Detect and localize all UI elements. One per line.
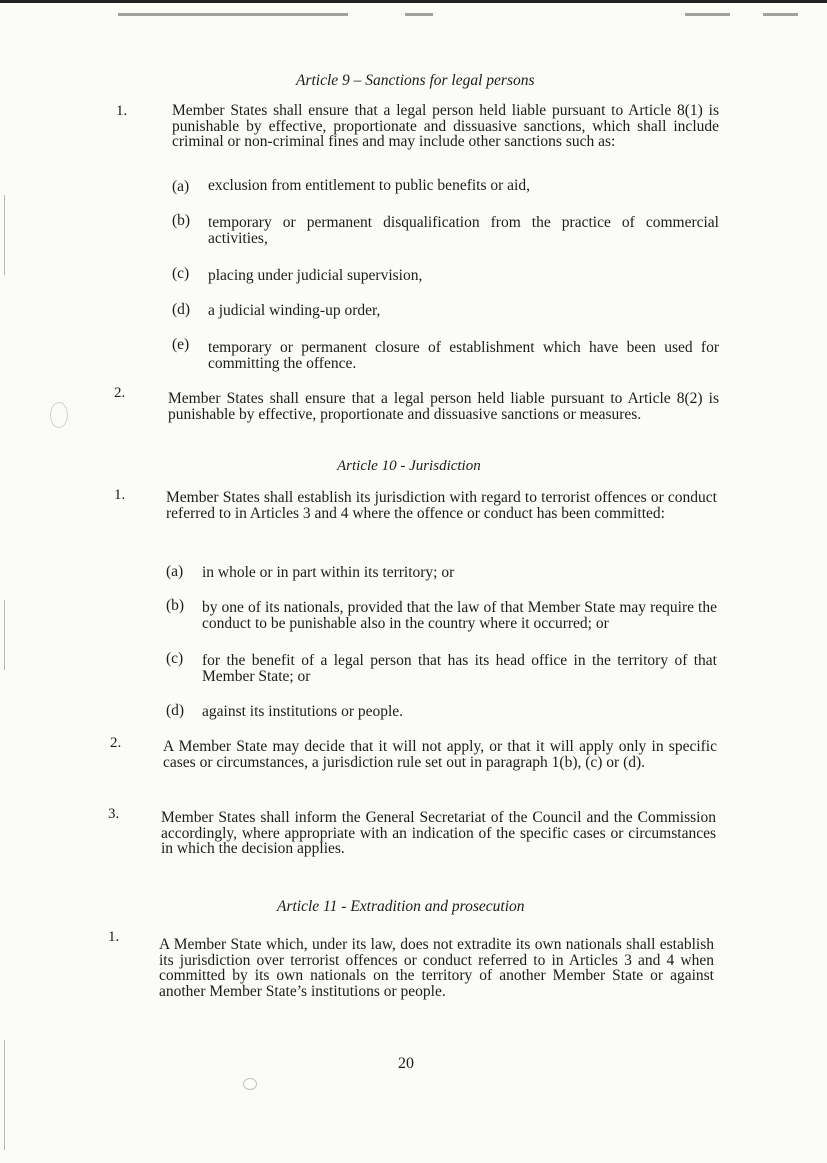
article-10-para-1-number: 1. bbox=[114, 487, 126, 503]
fax-header-noise bbox=[405, 13, 433, 16]
article-11-heading: Article 11 - Extradition and prosecution bbox=[277, 898, 525, 915]
article-10-item-label: (a) bbox=[166, 563, 184, 580]
article-10-item-text: for the benefit of a legal person that has its head office in the territory of that Member State; or bbox=[202, 652, 717, 685]
fax-header-noise bbox=[118, 13, 348, 16]
article-9-item-text: a judicial winding-up order, bbox=[208, 302, 381, 319]
article-10-para-3-text: Member States shall inform the General Secretariat of the Council and the Commission accordingly, where appropriate with an indication of the specific cases or circumstances in which the decision applies. bbox=[161, 809, 716, 857]
scan-margin-mark bbox=[4, 195, 5, 275]
article-10-item-label: (c) bbox=[166, 650, 184, 667]
article-10-item-text: against its institutions or people. bbox=[202, 703, 404, 720]
article-11-para-1-number: 1. bbox=[108, 929, 120, 945]
article-9-item-text: placing under judicial supervision, bbox=[208, 267, 423, 284]
article-10-para-2-number: 2. bbox=[110, 735, 122, 751]
article-11-para-1-text: A Member State which, under its law, does not extradite its own nationals shall establish its jurisdiction over terrorist offences or conduct referred to in Articles 3 and 4 when committed by its own nationals on the territory of another Member State or against another Member State’s institutions or people. bbox=[159, 936, 714, 1000]
article-10-item-text: in whole or in part within its territory; or bbox=[202, 564, 455, 581]
article-9-item-label: (e) bbox=[172, 336, 190, 353]
article-9-item-label: (c) bbox=[172, 265, 190, 282]
scan-smudge bbox=[50, 402, 68, 428]
article-9-item-text: exclusion from entitlement to public benefits or aid, bbox=[208, 177, 530, 194]
article-9-heading: Article 9 – Sanctions for legal persons bbox=[296, 72, 535, 89]
fax-header-strip bbox=[0, 0, 827, 29]
scan-margin-mark bbox=[4, 1040, 5, 1150]
article-9-para-1-text: Member States shall ensure that a legal person held liable pursuant to Article 8(1) is punishable by effective, proportionate and dissuasive sanctions, which shall include criminal or non-criminal fines and may include other sanctions such as: bbox=[172, 102, 719, 150]
article-9-para-2-text: Member States shall ensure that a legal person held liable pursuant to Article 8(2) is punishable by effective, proportionate and dissuasive sanctions or measures. bbox=[168, 390, 719, 423]
article-9-item-label: (d) bbox=[172, 301, 191, 318]
article-9-item-label: (b) bbox=[172, 212, 191, 229]
article-10-item-text: by one of its nationals, provided that the law of that Member State may require the conduct to be punishable also in the country where it occurred; or bbox=[202, 599, 717, 632]
fax-header-noise bbox=[685, 13, 730, 16]
fax-header-noise bbox=[763, 13, 798, 16]
article-10-para-2-text: A Member State may decide that it will not apply, or that it will apply only in specific cases or circumstances, a jurisdiction rule set out in paragraph 1(b), (c) or (d). bbox=[163, 738, 717, 771]
article-10-para-1-text: Member States shall establish its jurisdiction with regard to terrorist offences or conduct referred to in Articles 3 and 4 where the offence or conduct has been committed: bbox=[166, 489, 717, 522]
article-9-item-text: temporary or permanent closure of establishment which have been used for committing the offence. bbox=[208, 339, 719, 372]
article-9-item-label: (a) bbox=[172, 178, 190, 195]
article-9-item-text: temporary or permanent disqualification from the practice of commercial activities, bbox=[208, 214, 719, 247]
article-9-para-1-number: 1. bbox=[116, 103, 128, 119]
article-10-heading: Article 10 - Jurisdiction bbox=[337, 458, 481, 474]
page-number: 20 bbox=[398, 1055, 414, 1072]
scan-smudge bbox=[243, 1078, 257, 1090]
article-10-item-label: (b) bbox=[166, 597, 185, 614]
article-10-para-3-number: 3. bbox=[108, 806, 120, 822]
article-9-para-2-number: 2. bbox=[114, 385, 126, 401]
scan-margin-mark bbox=[4, 600, 5, 670]
article-10-item-label: (d) bbox=[166, 702, 185, 719]
